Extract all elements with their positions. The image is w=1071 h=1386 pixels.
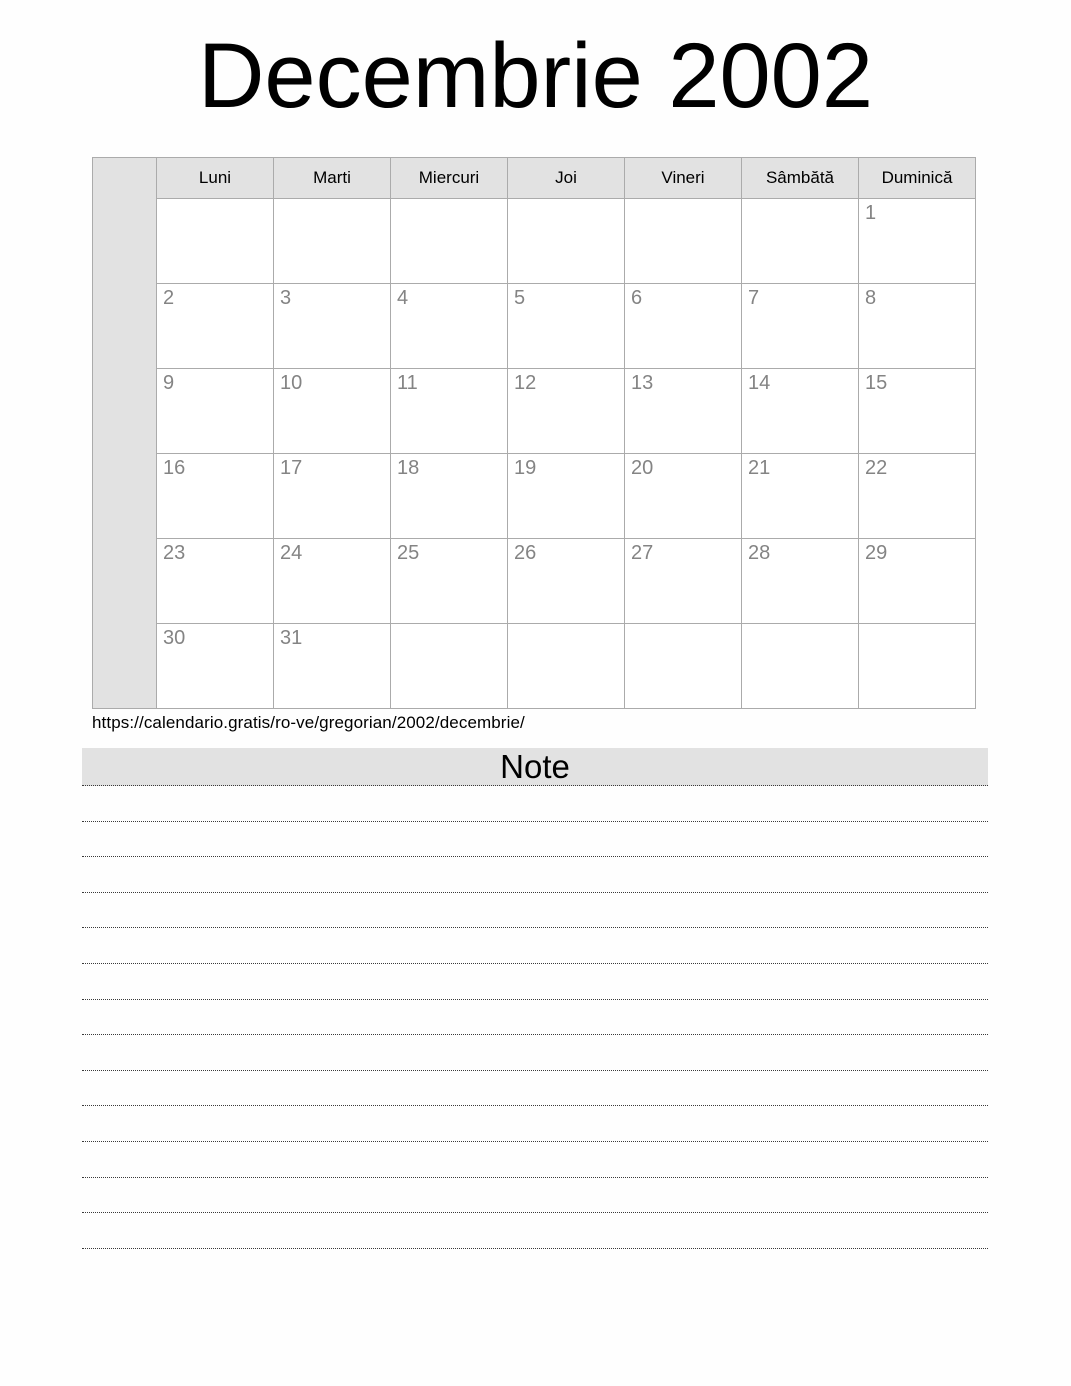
calendar-day-cell: 20 — [625, 454, 742, 539]
weekday-header: Duminică — [859, 158, 976, 199]
weekday-header: Miercuri — [391, 158, 508, 199]
calendar-week-row — [93, 454, 976, 539]
weekday-header: Vineri — [625, 158, 742, 199]
calendar-day-cell: 13 — [625, 369, 742, 454]
calendar-week-row — [93, 539, 976, 624]
calendar-day-cell: 16 — [157, 454, 274, 539]
calendar-empty-cell — [859, 624, 976, 709]
calendar-day-cell: 24 — [274, 539, 391, 624]
calendar-week-row — [93, 199, 976, 284]
note-ruled-line — [82, 786, 988, 822]
calendar-day-cell: 23 — [157, 539, 274, 624]
calendar-day-cell: 31 — [274, 624, 391, 709]
calendar-empty-cell — [391, 624, 508, 709]
note-ruled-line — [82, 1071, 988, 1107]
note-ruled-line — [82, 893, 988, 929]
note-ruled-line — [82, 1000, 988, 1036]
calendar-day-cell: 2 — [157, 284, 274, 369]
note-ruled-line — [82, 1106, 988, 1142]
weekday-header: Luni — [157, 158, 274, 199]
weekday-header: Sâmbătă — [742, 158, 859, 199]
calendar-day-cell: 9 — [157, 369, 274, 454]
notes-heading: Note — [500, 748, 570, 785]
note-ruled-line — [82, 1213, 988, 1249]
note-ruled-line — [82, 928, 988, 964]
source-url-text: https://calendario.gratis/ro-ve/gregorian/2002/decembrie/ — [92, 713, 525, 732]
notes-header-band — [82, 748, 988, 786]
calendar-week-row — [93, 284, 976, 369]
calendar-day-cell: 27 — [625, 539, 742, 624]
calendar-week-row — [93, 624, 976, 709]
note-ruled-line — [82, 822, 988, 858]
calendar-day-cell: 26 — [508, 539, 625, 624]
note-ruled-line — [82, 857, 988, 893]
calendar-day-cell: 17 — [274, 454, 391, 539]
calendar-day-cell: 5 — [508, 284, 625, 369]
calendar-day-cell: 30 — [157, 624, 274, 709]
note-ruled-line — [82, 1178, 988, 1214]
calendar-day-cell: 12 — [508, 369, 625, 454]
calendar-day-cell: 15 — [859, 369, 976, 454]
weekday-header: Marti — [274, 158, 391, 199]
calendar-day-cell: 18 — [391, 454, 508, 539]
calendar-day-cell: 4 — [391, 284, 508, 369]
calendar-empty-cell — [391, 199, 508, 284]
calendar-empty-cell — [625, 624, 742, 709]
calendar-empty-cell — [625, 199, 742, 284]
calendar-day-cell: 10 — [274, 369, 391, 454]
calendar-day-cell: 14 — [742, 369, 859, 454]
page-title: Decembrie 2002 — [197, 25, 874, 127]
calendar-week-row — [93, 369, 976, 454]
calendar-empty-cell — [157, 199, 274, 284]
calendar-empty-cell — [274, 199, 391, 284]
calendar-side-band — [93, 158, 157, 709]
calendar-table — [92, 157, 976, 709]
calendar-day-cell: 29 — [859, 539, 976, 624]
note-ruled-line — [82, 1035, 988, 1071]
calendar-day-cell: 21 — [742, 454, 859, 539]
calendar-day-cell: 1 — [859, 199, 976, 284]
calendar-empty-cell — [742, 199, 859, 284]
calendar-day-cell: 28 — [742, 539, 859, 624]
weekday-header: Joi — [508, 158, 625, 199]
calendar-day-cell: 3 — [274, 284, 391, 369]
weekday-header-row — [93, 158, 976, 199]
calendar-empty-cell — [508, 624, 625, 709]
calendar-day-cell: 11 — [391, 369, 508, 454]
notes-area — [82, 786, 988, 1249]
calendar-empty-cell — [508, 199, 625, 284]
calendar-day-cell: 22 — [859, 454, 976, 539]
note-ruled-line — [82, 964, 988, 1000]
calendar-day-cell: 8 — [859, 284, 976, 369]
calendar-day-cell: 7 — [742, 284, 859, 369]
calendar-empty-cell — [742, 624, 859, 709]
calendar-day-cell: 25 — [391, 539, 508, 624]
calendar-day-cell: 6 — [625, 284, 742, 369]
note-ruled-line — [82, 1142, 988, 1178]
calendar-day-cell: 19 — [508, 454, 625, 539]
